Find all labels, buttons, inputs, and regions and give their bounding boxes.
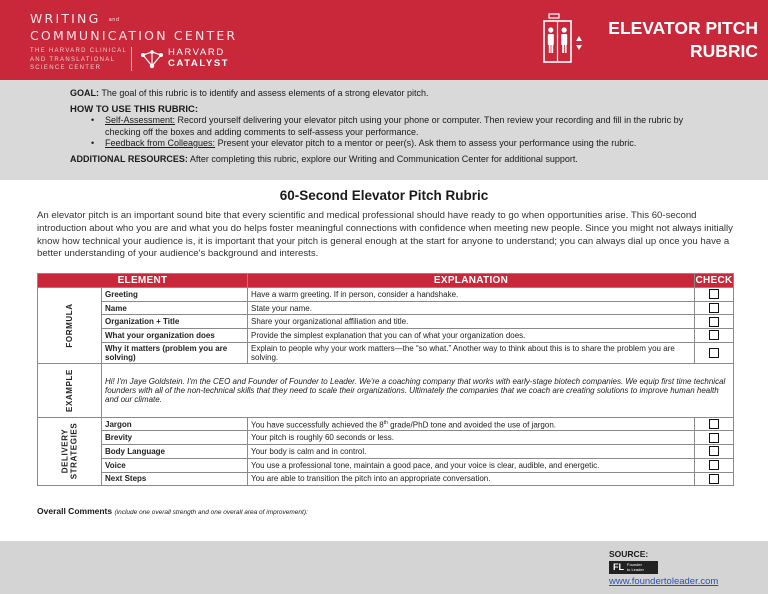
org-word-writing: WRITING: [30, 11, 101, 26]
explanation-cell: Your pitch is roughly 60 seconds or less.: [248, 431, 695, 445]
checkbox[interactable]: [709, 317, 719, 327]
ctsc-name: [30, 47, 127, 73]
checkbox[interactable]: [709, 289, 719, 299]
rubric-title-line2: RUBRIC: [689, 41, 758, 61]
element-cell: Voice: [102, 458, 248, 472]
catalyst-word: CATALYST: [168, 58, 230, 69]
table-row: [38, 445, 734, 459]
header-element: ELEMENT: [38, 274, 248, 288]
explanation-text: grade/PhD tone and avoided the use of jargon.: [387, 420, 556, 430]
harvard-catalyst-logo-icon: [140, 49, 164, 71]
element-cell: Greeting: [102, 288, 248, 302]
explanation-cell: You use a professional tone, maintain a good pace, and your voice is clear, audible, and energetic.: [248, 458, 695, 472]
check-cell: [695, 301, 734, 315]
check-cell: [695, 445, 734, 459]
ordinal-suffix: th: [383, 419, 388, 426]
goal-text: The goal of this rubric is to identify and assess elements of a strong elevator pitch.: [101, 88, 429, 98]
fl-logo-words: [627, 563, 644, 572]
table-header-row: [38, 274, 734, 288]
delivery-label-line2: STRATEGIES: [69, 423, 79, 480]
rubric-table: [37, 273, 734, 486]
element-cell: Jargon: [102, 417, 248, 431]
explanation-cell: State your name.: [248, 301, 695, 315]
logo-divider: [131, 47, 132, 71]
table-row: [38, 315, 734, 329]
rubric-title: [608, 17, 758, 63]
checkbox[interactable]: [709, 446, 719, 456]
explanation-text: You have successfully achieved the 8: [251, 420, 384, 430]
howto-item-text: Present your elevator pitch to a mentor or peer(s). Ask them to assess your performance using the rubric.: [217, 137, 637, 148]
org-name-line2: COMMUNICATION CENTER: [30, 28, 238, 43]
overall-comments[interactable]: [37, 506, 308, 516]
explanation-cell: Have a warm greeting. If in person, consider a handshake.: [248, 288, 695, 302]
example-group-label: [38, 363, 102, 417]
delivery-label-line1: DELIVERY: [60, 429, 70, 474]
howto-heading: HOW TO USE THIS RUBRIC:: [70, 104, 199, 116]
table-row: [38, 363, 734, 417]
howto-item-label: Self-Assessment:: [105, 115, 176, 126]
example-text: Hi! I'm Jaye Goldstein. I'm the CEO and Founder of Founder to Leader. We're a coaching company that works with early-stage biotech companies. We equip first time technical founders with all of the non-technical skills that they need to scale their organizations. Ultimately the companies that we coach are creating solutions to improve human health and our climate.: [102, 363, 734, 417]
element-cell: What your organization does: [102, 329, 248, 343]
element-cell: Organization + Title: [102, 315, 248, 329]
howto-item-label: Feedback from Colleagues:: [105, 137, 216, 148]
element-cell: Name: [102, 301, 248, 315]
rubric-title-line1: ELEVATOR PITCH: [608, 18, 758, 38]
table-row: [38, 342, 734, 363]
table-row: [38, 458, 734, 472]
header-banner: [0, 0, 768, 80]
source-label: SOURCE:: [609, 549, 649, 559]
goal-panel: [0, 80, 768, 180]
delivery-label: [61, 423, 79, 480]
org-name-line1: [30, 11, 122, 26]
table-row: [38, 301, 734, 315]
explanation-cell: You are able to transition the pitch into an appropriate conversation.: [248, 472, 695, 486]
checkbox[interactable]: [709, 460, 719, 470]
table-row: [38, 329, 734, 343]
goal-content: [70, 88, 720, 165]
source-link[interactable]: www.foundertoleader.com: [609, 576, 719, 587]
howto-item: [91, 138, 720, 149]
checkbox[interactable]: [709, 474, 719, 484]
ctsc-line: AND TRANSLATIONAL: [30, 56, 116, 63]
formula-group-label: [38, 288, 102, 364]
fl-logo-word: to Leader: [627, 566, 644, 572]
resources-text: After completing this rubric, explore our Writing and Communication Center for additional support.: [189, 154, 578, 165]
checkbox[interactable]: [709, 433, 719, 443]
table-row: [38, 417, 734, 431]
elevator-icon: [541, 13, 587, 65]
intro-paragraph: An elevator pitch is an important sound bite that every scientific and medical professional should have ready to go when opportunities arise. This 60-second introduction about who you are and what you do helps foster meaningful connections with confidence when meeting new people. Since you might not always initially know how technical your audience is, it is important that your pitch is general enough at the start for anyone to understand; you can always dial up once you have a better understanding of your audience's background and interests.: [37, 210, 733, 260]
check-cell: [695, 288, 734, 302]
explanation-cell: Provide the simplest explanation that you can of what your organization does.: [248, 329, 695, 343]
howto-item-text: Record yourself delivering your elevator pitch using your phone or computer. Then review your recording and fill in the rubric by checking off the boxes and adding comments to self-assess your performance.: [105, 115, 684, 137]
check-cell: [695, 472, 734, 486]
element-cell: Body Language: [102, 445, 248, 459]
howto-list: [91, 115, 720, 149]
element-cell: Brevity: [102, 431, 248, 445]
howto-item: [91, 115, 720, 137]
header-check: CHECK: [695, 275, 733, 286]
element-cell: Next Steps: [102, 472, 248, 486]
table-row: [38, 431, 734, 445]
explanation-cell: Your body is calm and in control.: [248, 445, 695, 459]
check-cell: [695, 458, 734, 472]
delivery-group-label: [38, 417, 102, 485]
org-word-and: and: [108, 16, 120, 23]
checkbox[interactable]: [709, 419, 719, 429]
header-explanation: EXPLANATION: [248, 274, 695, 288]
additional-resources: [70, 154, 720, 165]
example-label: EXAMPLE: [65, 368, 74, 412]
checkbox[interactable]: [709, 330, 719, 340]
ctsc-line: SCIENCE CENTER: [30, 65, 102, 71]
section-title: 60-Second Elevator Pitch Rubric: [279, 188, 489, 203]
check-cell: [695, 315, 734, 329]
formula-label: FORMULA: [65, 303, 74, 348]
harvard-word: HARVARD: [168, 47, 225, 58]
overall-comments-note: (include one overall strength and one overall area of improvement):: [114, 509, 308, 516]
resources-label: ADDITIONAL RESOURCES:: [70, 154, 188, 165]
checkbox[interactable]: [709, 348, 719, 358]
explanation-cell: Share your organizational affiliation and title.: [248, 315, 695, 329]
overall-comments-label: Overall Comments: [37, 506, 113, 516]
check-cell: [695, 329, 734, 343]
founder-to-leader-logo: [609, 561, 658, 574]
harvard-catalyst-wordmark: [168, 47, 229, 69]
table-row: [38, 472, 734, 486]
fl-logo-word: Founder: [627, 562, 642, 567]
ctsc-line: THE HARVARD CLINICAL: [30, 48, 128, 54]
explanation-cell: Explain to people why your work matters—the “so what.” Another way to think about this is to share the problem you are solving.: [248, 342, 695, 363]
checkbox[interactable]: [709, 303, 719, 313]
element-cell: Why it matters (problem you are solving): [102, 342, 248, 363]
check-cell: [695, 417, 734, 431]
explanation-cell: [248, 417, 695, 431]
goal-label: GOAL:: [70, 88, 99, 98]
check-cell: [695, 342, 734, 363]
fl-logo-mark: FL: [613, 562, 624, 572]
goal-line: [70, 88, 720, 99]
table-row: [38, 288, 734, 302]
check-cell: [695, 431, 734, 445]
